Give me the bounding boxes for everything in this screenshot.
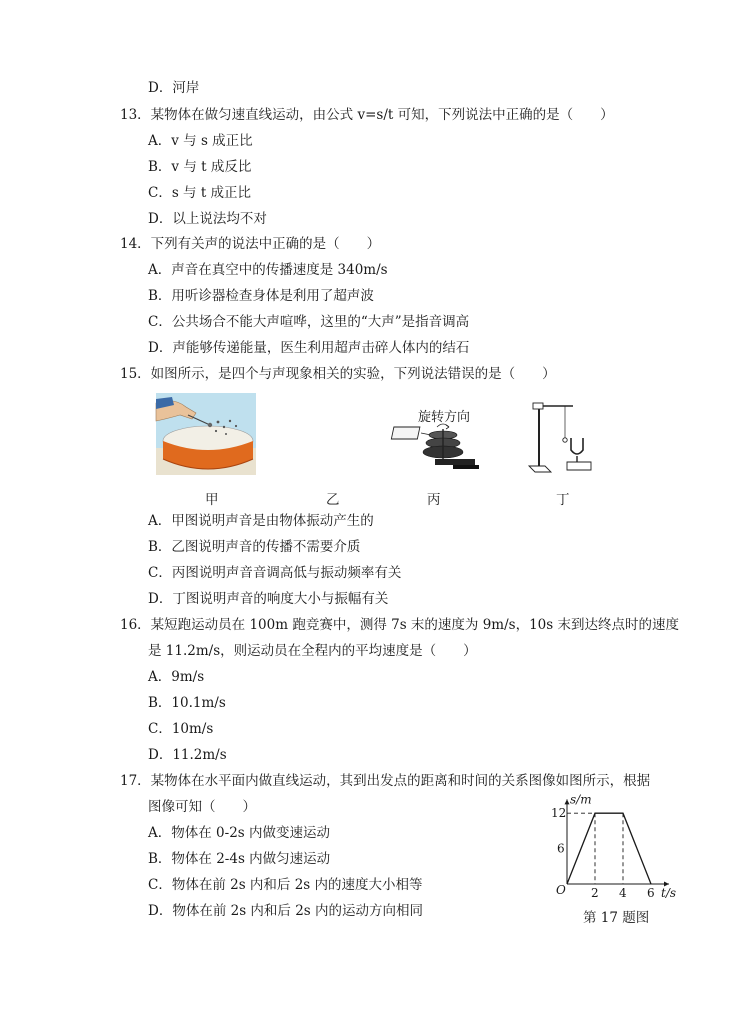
q13-stem: 13．某物体在做匀速直线运动，由公式 v=s/t 可知，下列说法中正确的是（ ）	[120, 107, 614, 123]
x-tick-label-2: 2	[591, 886, 599, 900]
q14-option-c: C．公共场合不能大声喧哗，这里的“大声”是指音调高	[148, 314, 470, 330]
q17-option-d: D．物体在前 2s 内和后 2s 内的运动方向相同	[148, 903, 424, 919]
rotation-direction-label: 旋转方向	[418, 410, 471, 425]
q15-option-d: D．丁图说明声音的响度大小与振幅有关	[148, 591, 389, 607]
y-tick-label-12: 12	[551, 806, 567, 821]
x-tick-label-4: 4	[619, 886, 627, 900]
q16-option-a: A．9m/s	[148, 669, 205, 685]
q14-option-b: B．用听诊器检查身体是利用了超声波	[148, 288, 374, 304]
q17-option-c: C．物体在前 2s 内和后 2s 内的速度大小相等	[148, 877, 423, 893]
q13-option-a: A．v 与 s 成正比	[148, 133, 253, 149]
q17-option-a: A．物体在 0-2s 内做变速运动	[148, 825, 330, 841]
x-axis-label: t/s	[661, 886, 677, 900]
q17-option-b: B．物体在 2-4s 内做匀速运动	[148, 851, 331, 867]
x-tick-label-6: 6	[647, 886, 655, 900]
q13-option-d: D．以上说法均不对	[148, 211, 267, 227]
q16-stem-line1: 16．某短跑运动员在 100m 跑竞赛中，测得 7s 末的速度为 9m/s，10s 末到达终点时的速度	[120, 617, 679, 633]
distance-line	[567, 813, 651, 884]
drum-experiment-figure	[156, 393, 256, 475]
q15-stem: 15．如图所示，是四个与声现象相关的实验，下列说法错误的是（ ）	[120, 366, 556, 382]
y-tick-label-6: 6	[557, 841, 565, 856]
q17-figure-caption: 第 17 题图	[583, 910, 650, 926]
origin-label: O	[556, 883, 566, 897]
figure-label-yi: 乙	[326, 492, 340, 508]
q16-option-c: C．10m/s	[148, 721, 214, 737]
q17-stem-line1: 17．某物体在水平面内做直线运动，其到出发点的距离和时间的关系图像如图所示，根据	[120, 773, 651, 789]
q13-option-b: B．v 与 t 成反比	[148, 159, 252, 175]
chart-guides	[567, 813, 623, 884]
q15-option-a: A．甲图说明声音是由物体振动产生的	[148, 513, 374, 529]
q14-option-a: A．声音在真空中的传播速度是 340m/s	[148, 262, 388, 278]
figure-label-ding: 丁	[556, 492, 570, 508]
q14-stem: 14．下列有关声的说法中正确的是（ ）	[120, 236, 381, 252]
q17-stem-line2: 图像可知（ ）	[148, 799, 256, 815]
chart-axes	[565, 799, 670, 886]
q16-stem-line2: 是 11.2m/s，则运动员在全程内的平均速度是（ ）	[148, 643, 477, 659]
distance-time-chart	[545, 792, 685, 900]
q13-option-c: C．s 与 t 成正比	[148, 185, 252, 201]
figure-label-bing: 丙	[427, 492, 441, 508]
q16-option-d: D．11.2m/s	[148, 747, 227, 763]
q14-option-d: D．声能够传递能量，医生利用超声击碎人体内的结石	[148, 340, 470, 356]
chart-series	[567, 813, 651, 884]
tuning-fork-figure	[525, 400, 599, 476]
q16-option-b: B．10.1m/s	[148, 695, 226, 711]
figure-label-jia: 甲	[205, 492, 219, 508]
y-axis-label: s/m	[570, 792, 592, 807]
q15-option-b: B．乙图说明声音的传播不需要介质	[148, 539, 361, 555]
q15-option-c: C．丙图说明声音音调高低与振动频率有关	[148, 565, 402, 581]
y-axis-arrow	[565, 799, 570, 804]
q12-option-d: D．河岸	[148, 80, 200, 96]
